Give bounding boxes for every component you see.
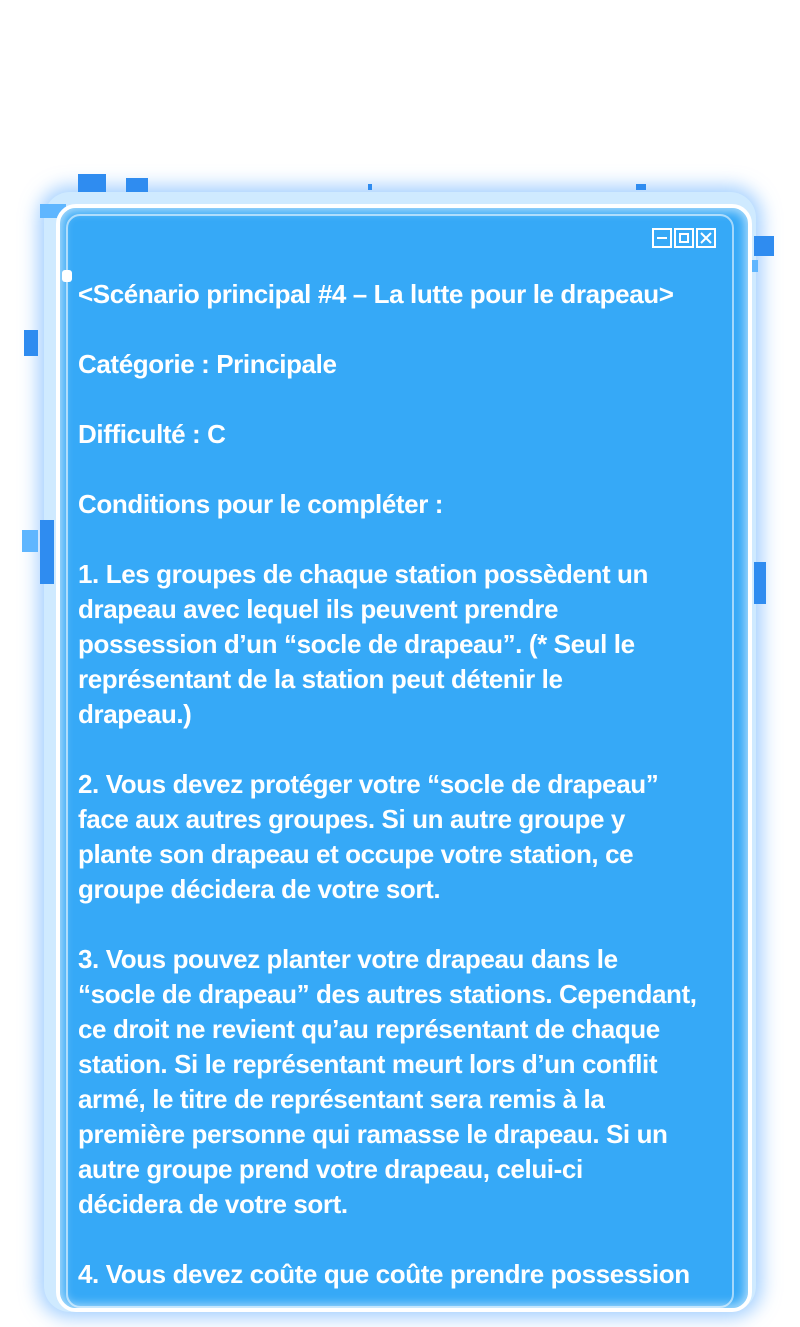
scenario-category: Catégorie : Principale [78, 349, 337, 379]
deco-block [78, 174, 106, 192]
minimize-icon[interactable] [652, 228, 672, 248]
deco-block [22, 530, 38, 552]
deco-block [368, 184, 372, 190]
maximize-icon[interactable] [674, 228, 694, 248]
deco-light-dot [62, 270, 72, 282]
condition-item: 2. Vous devez protéger votre “socle de drapeau” face aux autres groupes. Si un autre groupe y plante son drapeau et occupe votre station, ce groupe décidera de votre sort. [78, 769, 659, 904]
window-controls [652, 228, 716, 250]
deco-block [636, 184, 646, 190]
condition-item: 1. Les groupes de chaque station possèdent un drapeau avec lequel ils peuvent prendre possession d’un “socle de drapeau”. (* Seul le représentant de la station peut détenir le drapeau.) [78, 559, 648, 729]
deco-block [24, 330, 38, 356]
deco-block [754, 236, 774, 256]
conditions-heading: Conditions pour le compléter : [78, 489, 444, 519]
deco-block [754, 562, 766, 604]
deco-block [40, 520, 54, 584]
condition-item: 3. Vous pouvez planter votre drapeau dans le “socle de drapeau” des autres stations. Cependant, ce droit ne revient qu’au représentant de chaque station. Si le représentant meurt lors d’un conflit armé, le titre de représentant sera remis à la première personne qui ramasse le drapeau. Si un autre groupe prend votre drapeau, celui-ci décidera de votre sort. [78, 944, 697, 1219]
close-icon[interactable] [696, 228, 716, 248]
scenario-difficulty: Difficulté : C [78, 419, 226, 449]
scenario-content [78, 277, 742, 1327]
scenario-title: <Scénario principal #4 – La lutte pour le drapeau> [78, 279, 674, 309]
condition-item: 4. Vous devez coûte que coûte prendre possession [78, 1259, 690, 1289]
deco-block [126, 178, 148, 192]
